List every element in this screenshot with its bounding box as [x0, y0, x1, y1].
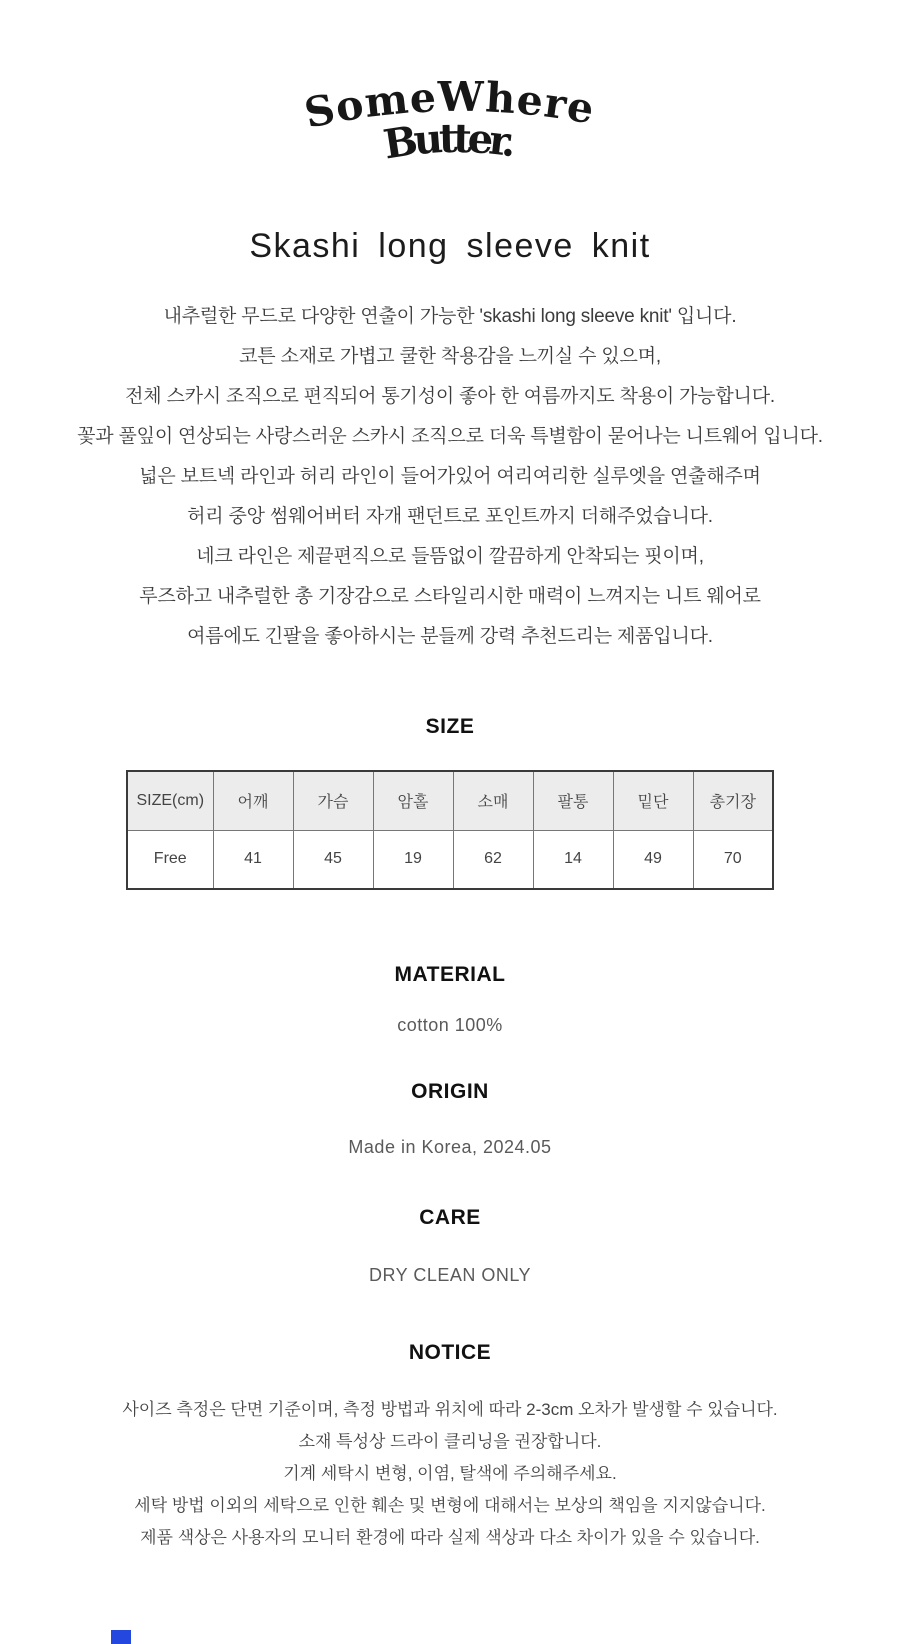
next-image-partial — [111, 1630, 131, 1644]
notice-line: 소재 특성상 드라이 클리닝을 권장합니다. — [298, 1432, 602, 1451]
size-table-cell: 14 — [533, 830, 613, 889]
brand-logo-line2: Butter. — [380, 114, 519, 166]
material-value: cotton 100% — [397, 1015, 503, 1035]
size-table-cell: 62 — [453, 830, 533, 889]
size-table-cell: 45 — [293, 830, 373, 889]
size-table-cell: 19 — [373, 830, 453, 889]
size-table-header-cell: 암홀 — [373, 771, 453, 830]
size-table-header-row — [127, 771, 773, 830]
product-description — [0, 297, 900, 657]
care-section-heading: CARE — [419, 1206, 481, 1229]
notice-line: 세탁 방법 이외의 세탁으로 인한 훼손 및 변형에 대해서는 보상의 책임을 지지않습니다. — [134, 1496, 766, 1515]
description-line: 꽃과 풀잎이 연상되는 사랑스러운 스카시 조직으로 더욱 특별함이 묻어나는 니트웨어 입니다. — [77, 426, 823, 447]
size-table-cell: 49 — [613, 830, 693, 889]
origin-section-heading: ORIGIN — [411, 1080, 489, 1103]
brand-logo-graphic — [300, 66, 600, 166]
size-table-header-cell: 가슴 — [293, 771, 373, 830]
notice-line: 사이즈 측정은 단면 기준이며, 측정 방법과 위치에 따라 2-3cm 오차가 발생할 수 있습니다. — [122, 1400, 778, 1419]
size-section-heading: SIZE — [425, 715, 475, 738]
description-line: 전체 스카시 조직으로 편직되어 통기성이 좋아 한 여름까지도 착용이 가능합니다. — [125, 386, 775, 407]
care-value: DRY CLEAN ONLY — [368, 1265, 532, 1285]
description-line: 네크 라인은 제끝편직으로 들뜸없이 깔끔하게 안착되는 핏이며, — [196, 546, 704, 567]
notice-line: 제품 색상은 사용자의 모니터 환경에 따라 실제 색상과 다소 차이가 있을 수 있습니다. — [140, 1528, 760, 1547]
svg-text:Butter. — [380, 115, 518, 166]
notice-line: 기계 세탁시 변형, 이염, 탈색에 주의해주세요. — [283, 1464, 617, 1483]
description-line: 넓은 보트넥 라인과 허리 라인이 들어가있어 여리여리한 실루엣을 연출해주며 — [139, 466, 761, 487]
material-section-heading: MATERIAL — [394, 963, 506, 986]
size-table-header-cell: 팔통 — [533, 771, 613, 830]
size-table-header-cell: 어깨 — [213, 771, 293, 830]
size-table-data-row — [127, 830, 773, 889]
notice-section-heading: NOTICE — [408, 1341, 492, 1364]
size-table-header-cell: 소매 — [453, 771, 533, 830]
size-table-cell: 41 — [213, 830, 293, 889]
size-table-container — [0, 770, 900, 890]
size-table-header-cell: 총기장 — [693, 771, 773, 830]
brand-logo — [0, 66, 900, 171]
size-table-header-cell: SIZE(cm) — [127, 771, 213, 830]
description-line: 허리 중앙 썸웨어버터 자개 팬던트로 포인트까지 더해주었습니다. — [187, 506, 713, 527]
description-line: 내추럴한 무드로 다양한 연출이 가능한 'skashi long sleeve knit' 입니다. — [163, 306, 737, 327]
description-line: 여름에도 긴팔을 좋아하시는 분들께 강력 추천드리는 제품입니다. — [187, 626, 713, 647]
size-table-cell: 70 — [693, 830, 773, 889]
origin-value: Made in Korea, 2024.05 — [348, 1137, 552, 1157]
size-table-cell: Free — [127, 830, 213, 889]
product-title: Skashi long sleeve knit — [249, 227, 651, 265]
size-table-header-cell: 밑단 — [613, 771, 693, 830]
size-table — [126, 770, 774, 890]
notice-list — [0, 1394, 900, 1554]
description-line: 루즈하고 내추럴한 총 기장감으로 스타일리시한 매력이 느껴지는 니트 웨어로 — [139, 586, 761, 607]
brand-logo-line1: SomeWhere — [300, 72, 597, 138]
description-line: 코튼 소재로 가볍고 쿨한 착용감을 느끼실 수 있으며, — [239, 346, 661, 367]
